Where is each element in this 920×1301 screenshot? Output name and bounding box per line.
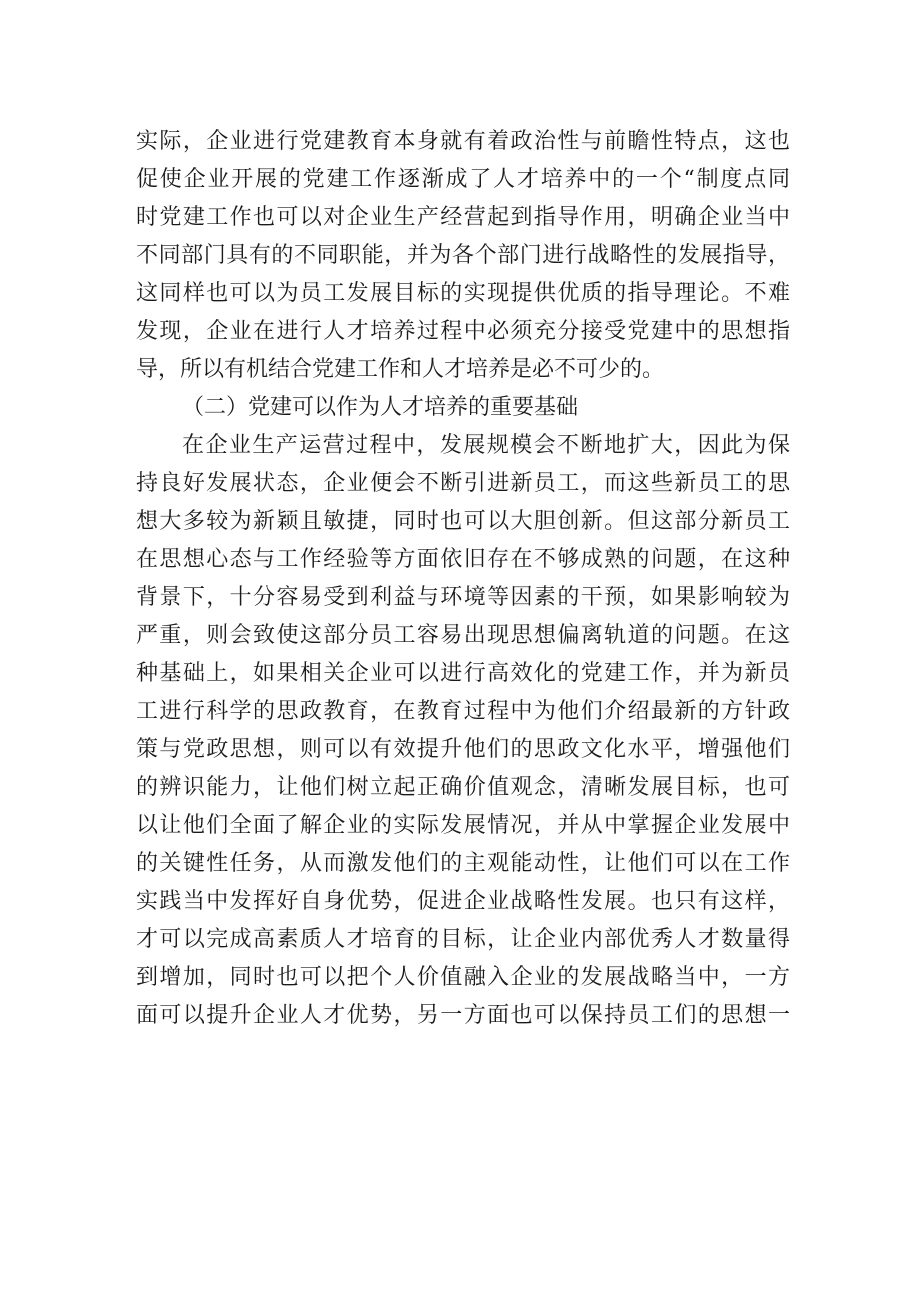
paragraph-2-line-13: 实践当中发挥好自身优势，促进企业战略性发展。也只有这样， — [136, 889, 790, 914]
paragraph-1-line-6: 发现，企业在进行人才培养过程中必须充分接受党建中的思想指 — [136, 319, 790, 344]
paragraph-2-line-9: 策与党政思想，则可以有效提升他们的思政文化水平，增强他们 — [136, 737, 790, 762]
paragraph-2-line-2: 持良好发展状态，企业便会不断引进新员工，而这些新员工的思 — [136, 471, 790, 496]
paragraph-2-line-3: 想大多较为新颖且敏捷，同时也可以大胆创新。但这部分新员工 — [136, 509, 790, 534]
paragraph-2-line-10: 的辨识能力，让他们树立起正确价值观念，清晰发展目标，也可 — [136, 775, 790, 800]
section-heading: （二）党建可以作为人才培养的重要基础 — [182, 395, 579, 420]
paragraph-2-line-11: 以让他们全面了解企业的实际发展情况，并从中掌握企业发展中 — [136, 813, 790, 838]
paragraph-2-line-8: 工进行科学的思政教育，在教育过程中为他们介绍最新的方针政 — [136, 699, 790, 724]
paragraph-2-line-16: 面可以提升企业人才优势，另一方面也可以保持员工们的思想一 — [136, 1003, 790, 1028]
paragraph-1-line-3: 时党建工作也可以对企业生产经营起到指导作用，明确企业当中 — [136, 205, 790, 230]
paragraph-2-line-15: 到增加，同时也可以把个人价值融入企业的发展战略当中，一方 — [136, 965, 790, 990]
paragraph-2-line-14: 才可以完成高素质人才培育的目标，让企业内部优秀人才数量得 — [136, 927, 790, 952]
paragraph-2-line-7: 种基础上，如果相关企业可以进行高效化的党建工作，并为新员 — [136, 661, 790, 686]
paragraph-2-line-1: 在企业生产运营过程中，发展规模会不断地扩大，因此为保 — [182, 433, 790, 458]
paragraph-1-line-4: 不同部门具有的不同职能，并为各个部门进行战略性的发展指导， — [136, 243, 790, 268]
paragraph-2-line-12: 的关键性任务，从而激发他们的主观能动性，让他们可以在工作 — [136, 851, 790, 876]
paragraph-2-line-4: 在思想心态与工作经验等方面依旧存在不够成熟的问题，在这种 — [136, 547, 790, 572]
paragraph-1-line-7: 导，所以有机结合党建工作和人才培养是必不可少的。 — [136, 357, 665, 382]
paragraph-1-line-2: 促使企业开展的党建工作逐渐成了人才培养中的一个“制度点同 — [136, 167, 790, 192]
paragraph-2-line-5: 背景下，十分容易受到利益与环境等因素的干预，如果影响较为 — [136, 585, 790, 610]
paragraph-2-line-6: 严重，则会致使这部分员工容易出现思想偏离轨道的问题。在这 — [136, 623, 790, 648]
paragraph-1-line-5: 这同样也可以为员工发展目标的实现提供优质的指导理论。不难 — [136, 281, 790, 306]
paragraph-1-line-1: 实际，企业进行党建教育本身就有着政治性与前瞻性特点，这也 — [136, 129, 790, 154]
